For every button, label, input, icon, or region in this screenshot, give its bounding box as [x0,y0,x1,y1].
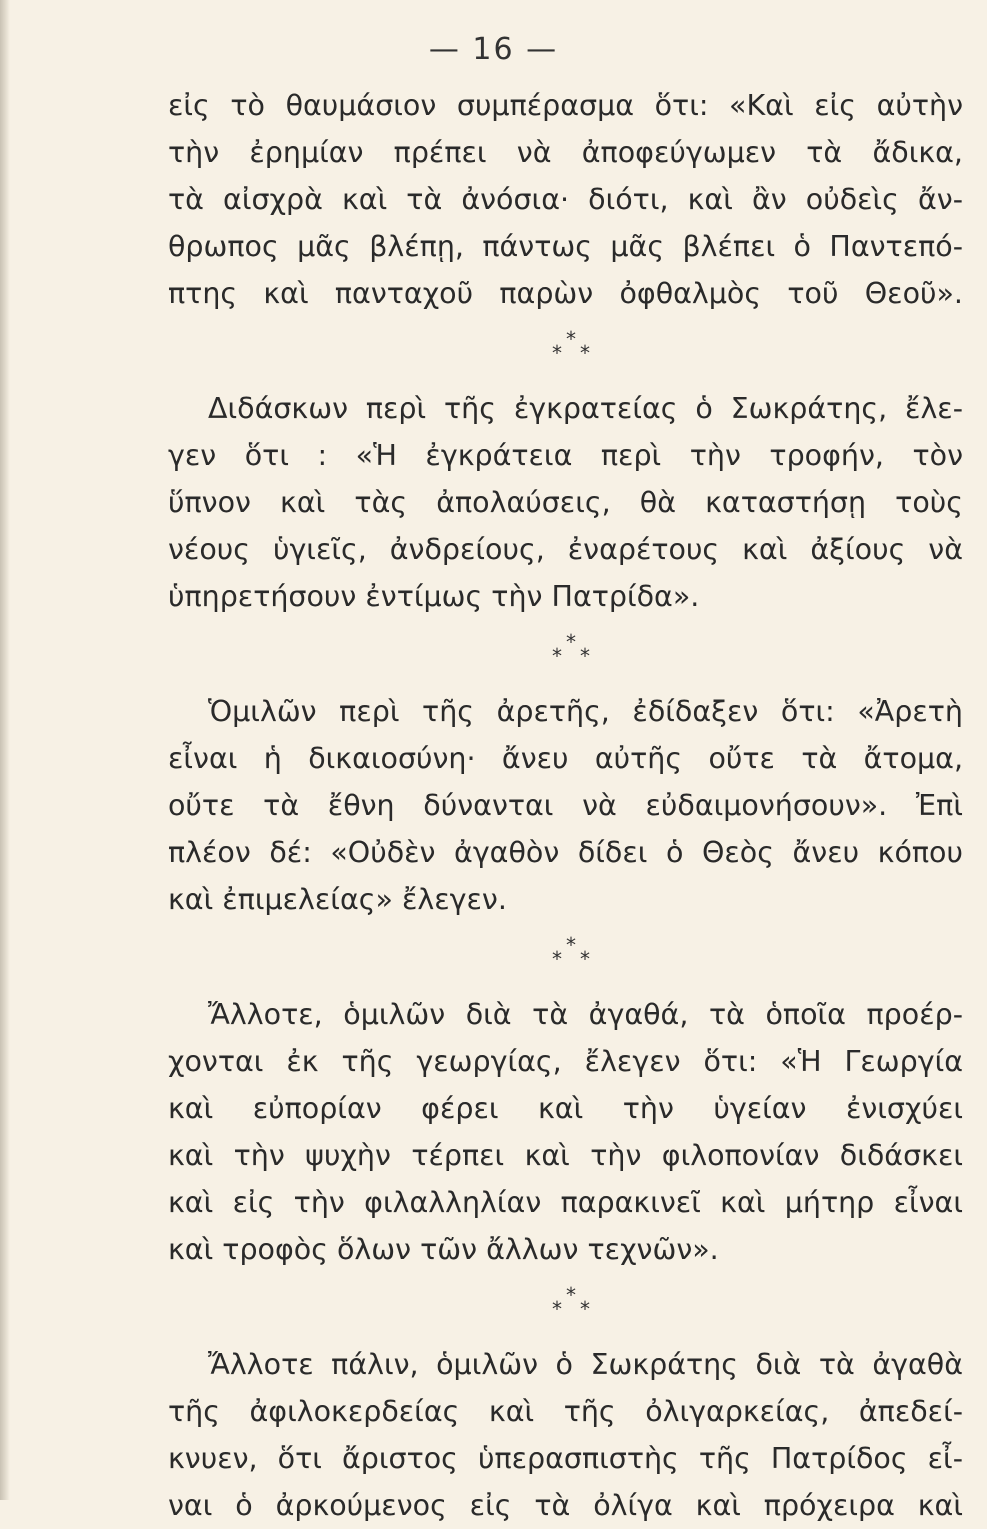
section-separator [168,620,963,688]
text-line: εἰς τὸ θαυμάσιον συμπέρασμα ὅτι: «Καὶ εἰς αὐτὴν [168,89,963,122]
paragraph-1 [168,82,963,317]
asterism-ornament: * * * [552,933,590,971]
page-body [168,82,963,1529]
text-line: νέους ὑγιεῖς, ἀνδρείους, ἐναρέτους καὶ ἀξίους νὰ [168,533,963,566]
section-separator [168,923,963,991]
paragraph-4 [168,991,963,1273]
text-line: Ἄλλοτε πάλιν, ὁμιλῶν ὁ Σωκράτης διὰ τὰ ἀγαθὰ [208,1348,963,1381]
text-line: τῆς ἀφιλοκερδείας καὶ τῆς ὀλιγαρκείας, ἀπεδεί- [168,1395,963,1428]
text-line: γεν ὅτι : «Ἡ ἐγκράτεια περὶ τὴν τροφήν, τὸν [168,439,963,472]
page-edge-shadow [0,0,10,1500]
text-line: τὰ αἰσχρὰ καὶ τὰ ἀνόσια· διότι, καὶ ἂν οὐδεὶς ἄν- [168,183,963,216]
text-line: καὶ ἐπιμελείας» ἔλεγεν. [168,883,507,916]
text-line: θρωπος μᾶς βλέπῃ, πάντως μᾶς βλέπει ὁ Παντεπό- [168,230,963,263]
text-line: Ἄλλοτε, ὁμιλῶν διὰ τὰ ἀγαθά, τὰ ὁποῖα προέρ- [208,998,963,1031]
text-line: ὑπηρετήσουν ἐντίμως τὴν Πατρίδα». [168,580,700,613]
asterism-ornament: * * * [552,630,590,668]
text-line: τὴν ἐρημίαν πρέπει νὰ ἀποφεύγωμεν τὰ ἄδικα, [168,136,963,169]
text-line: καὶ τὴν ψυχὴν τέρπει καὶ τὴν φιλοπονίαν διδάσκει [168,1139,963,1172]
paragraph-3 [168,688,963,923]
text-line: οὔτε τὰ ἔθνη δύνανται νὰ εὐδαιμονήσουν». Ἐπὶ [168,789,963,822]
paragraph-5 [168,1341,963,1529]
asterism-ornament: * * * [552,327,590,365]
text-line: χονται ἐκ τῆς γεωργίας, ἔλεγεν ὅτι: «Ἡ Γεωργία [168,1045,963,1078]
text-line: ὕπνον καὶ τὰς ἀπολαύσεις, θὰ καταστήσῃ τοὺς [168,486,963,519]
paragraph-2 [168,385,963,620]
text-line: καὶ εὐπορίαν φέρει καὶ τὴν ὑγείαν ἐνισχύει [168,1092,963,1125]
text-line: εἶναι ἡ δικαιοσύνη· ἄνευ αὐτῆς οὔτε τὰ ἄτομα, [168,742,963,775]
section-separator [168,1273,963,1341]
text-line: Διδάσκων περὶ τῆς ἐγκρατείας ὁ Σωκράτης, ἔλε- [208,392,963,425]
text-line: καὶ τροφὸς ὅλων τῶν ἄλλων τεχνῶν». [168,1233,719,1266]
text-line: πτης καὶ πανταχοῦ παρὼν ὀφθαλμὸς τοῦ Θεοῦ». [168,277,963,310]
text-line: Ὁμιλῶν περὶ τῆς ἀρετῆς, ἐδίδαξεν ὅτι: «Ἀρετὴ [208,695,963,728]
text-line: καὶ εἰς τὴν φιλαλληλίαν παρακινεῖ καὶ μήτηρ εἶναι [168,1186,963,1219]
section-separator [168,317,963,385]
page-number: — 16 — [428,32,559,67]
text-line: ναι ὁ ἀρκούμενος εἰς τὰ ὀλίγα καὶ πρόχειρα καὶ [168,1489,963,1522]
asterism-ornament: * * * [552,1283,590,1321]
text-line: πλέον δέ: «Οὐδὲν ἀγαθὸν δίδει ὁ Θεὸς ἄνευ κόπου [168,836,963,869]
text-line: κνυεν, ὅτι ἄριστος ὑπερασπιστὴς τῆς Πατρίδος εἶ- [168,1442,963,1475]
